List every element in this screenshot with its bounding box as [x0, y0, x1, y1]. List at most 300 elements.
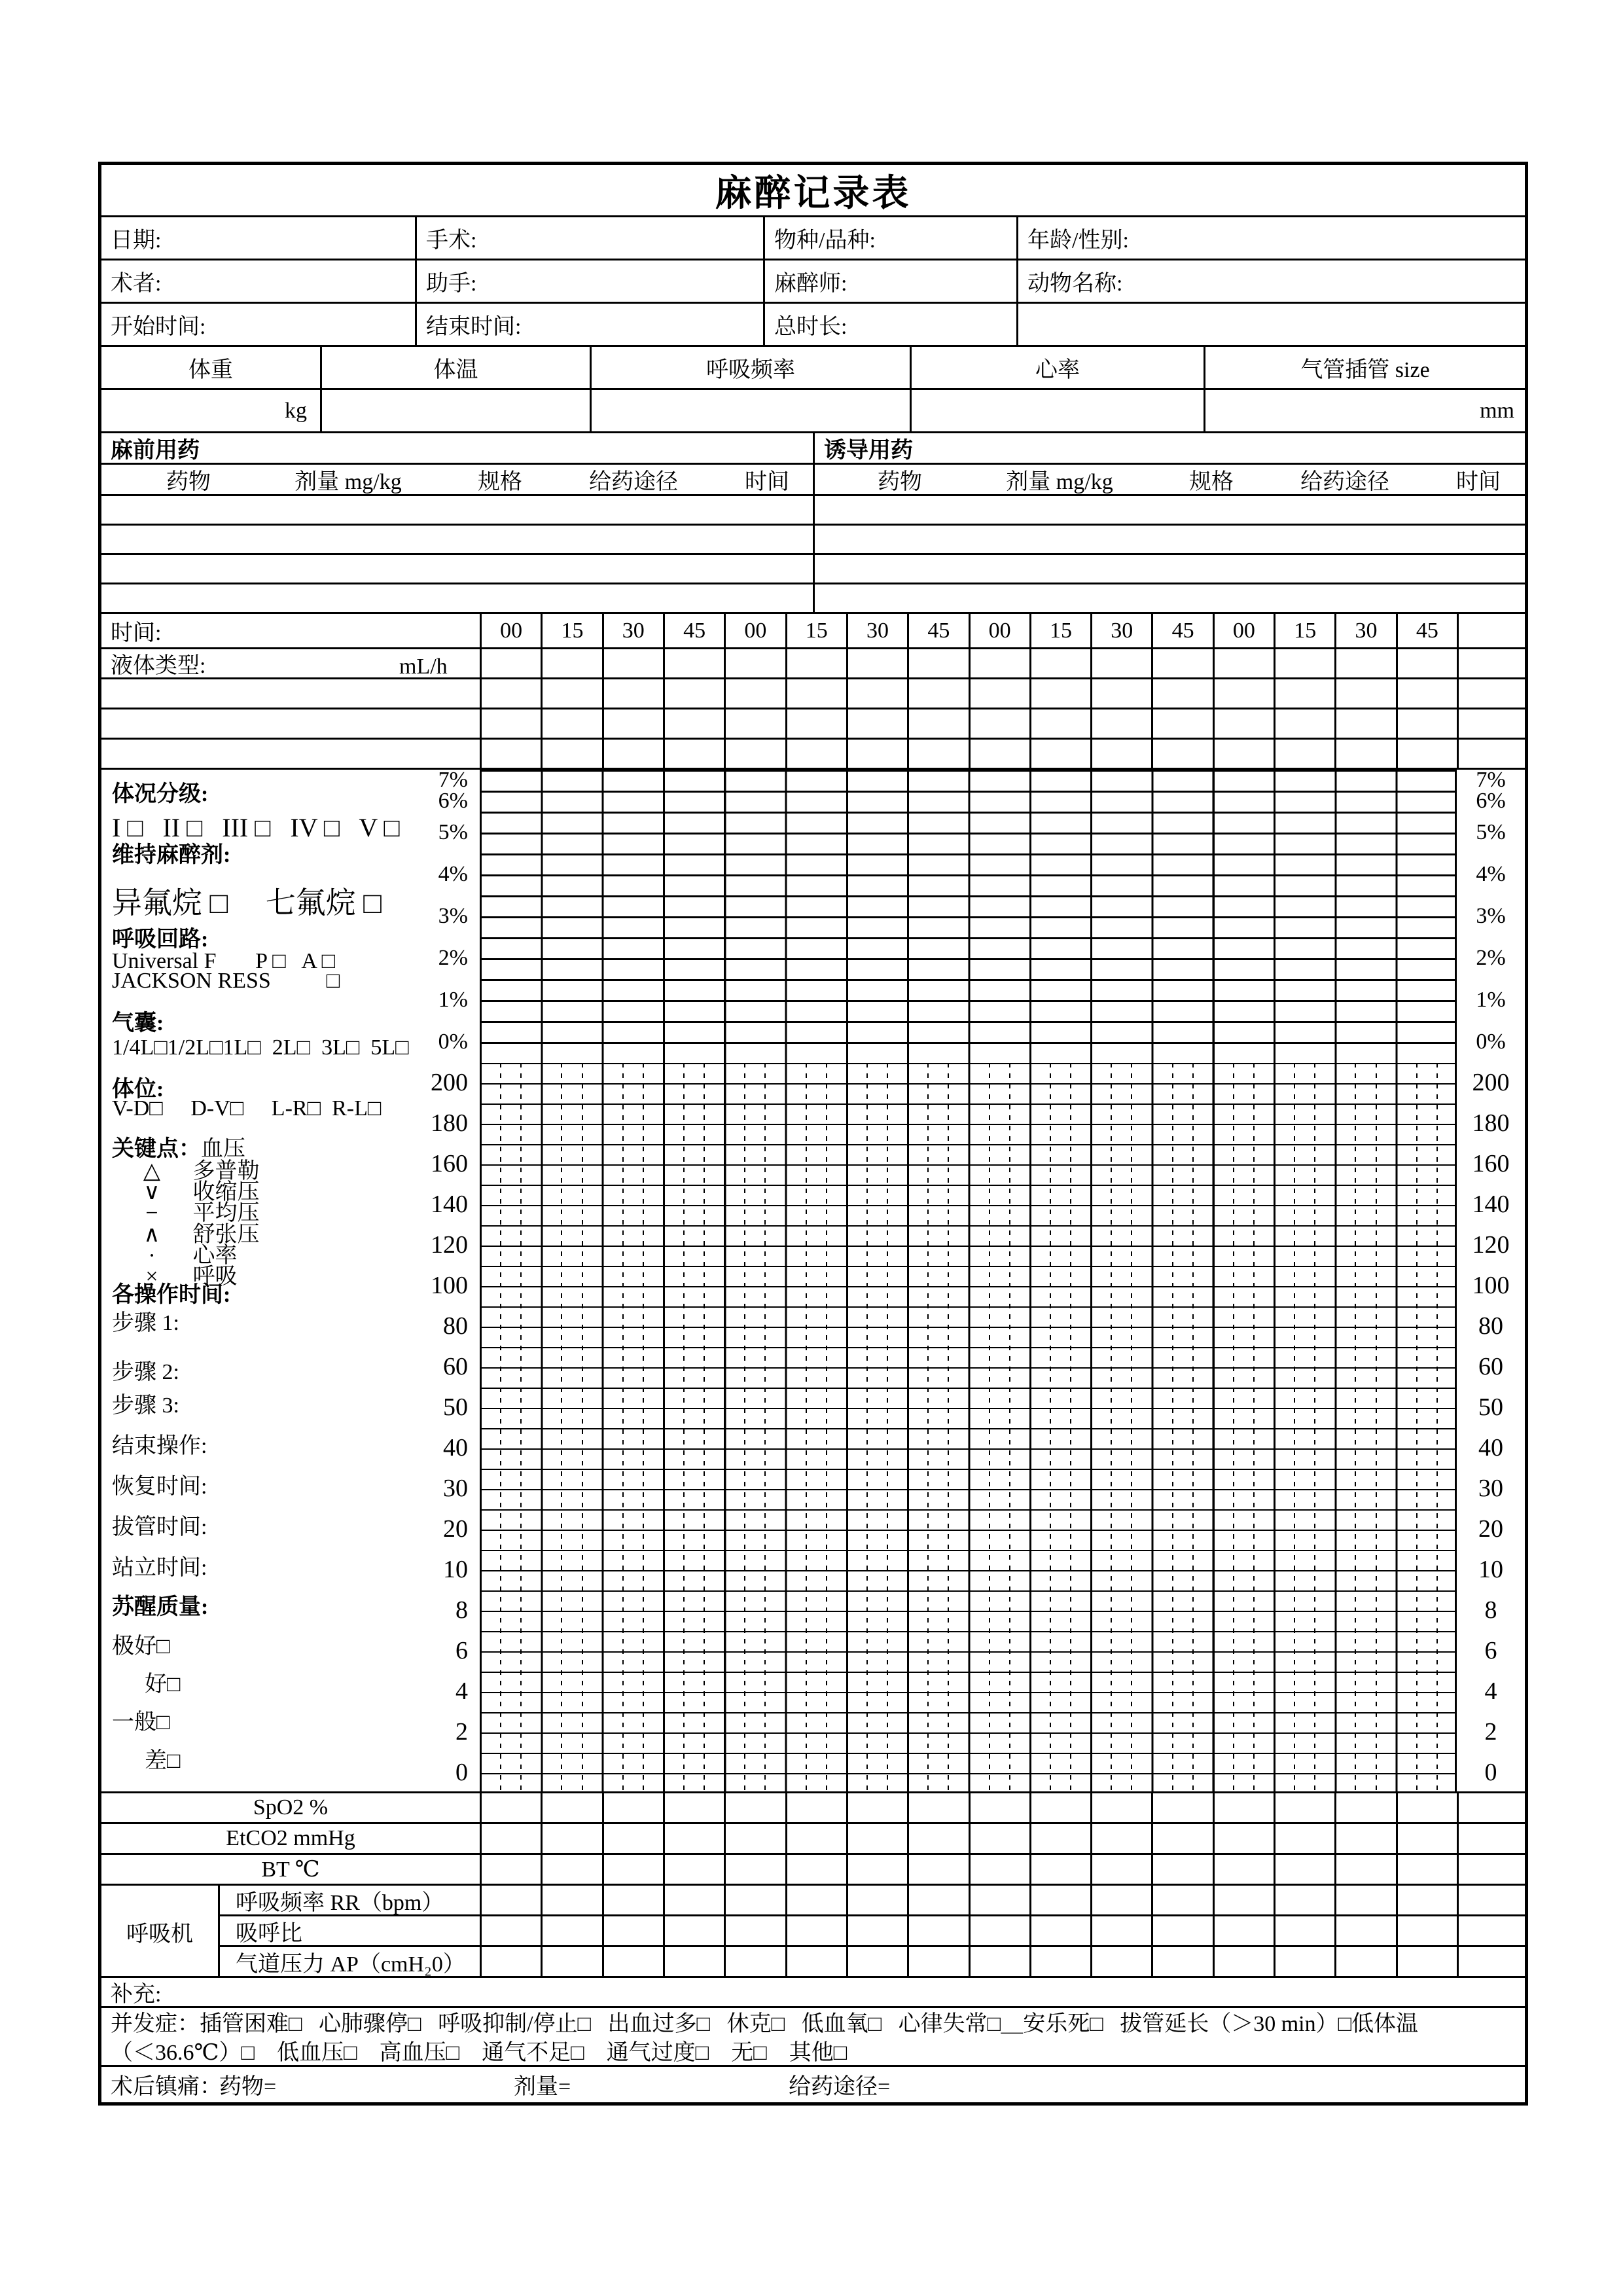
ventilator-rr-row-cell-14[interactable]	[1274, 1886, 1334, 1914]
fluid-extra-row-2-cell-7[interactable]	[846, 709, 907, 738]
analgesia-route-label[interactable]: 给药途径=	[789, 2075, 891, 2099]
fluid-extra-row-1-cell-9[interactable]	[969, 679, 1029, 708]
time-header-cell-15[interactable]: 30	[1334, 614, 1395, 647]
time-header-cell-12[interactable]: 45	[1151, 614, 1212, 647]
vital-grid-dashed-line	[643, 1063, 644, 1793]
vital-scale-left-40: 40	[443, 1434, 468, 1462]
etco2-row-cell-6[interactable]	[785, 1824, 846, 1853]
fluid-extra-row-3-cell-4[interactable]	[663, 740, 724, 768]
ventilator-rr-row-cell-6[interactable]	[785, 1886, 846, 1914]
time-row-label: 时间:	[111, 621, 162, 645]
spo2-row-cell-1[interactable]	[480, 1793, 541, 1822]
percent-scale-left-5%: 5%	[438, 820, 468, 844]
bt-row-cell-8[interactable]	[907, 1855, 968, 1884]
fluid-extra-row-1-cell-7[interactable]	[846, 679, 907, 708]
spo2-row-cell-7[interactable]	[846, 1793, 907, 1822]
time-header-cell-10[interactable]: 15	[1029, 614, 1090, 647]
bt-row-cell-5[interactable]	[724, 1855, 785, 1884]
ventilator-rr-row-cell-1[interactable]	[480, 1886, 541, 1914]
age-sex-field[interactable]: 年龄/性别:	[1016, 217, 1525, 259]
bt-row-cell-14[interactable]	[1274, 1855, 1334, 1884]
fluid-row-cell-1[interactable]	[480, 649, 541, 677]
vitals-header-row	[101, 347, 1525, 390]
percent-scale-right-2%: 2%	[1476, 946, 1506, 970]
bt-row-end-cell[interactable]	[1457, 1855, 1525, 1884]
fluid-row-end-cell[interactable]	[1457, 649, 1525, 677]
ventilator-ap-row-cell-8[interactable]	[907, 1947, 968, 1976]
ventilator-rr-row-cell-16[interactable]	[1396, 1886, 1457, 1914]
fluid-extra-row-2-cell-2[interactable]	[541, 709, 601, 738]
page-title: 麻醉记录表	[101, 165, 1525, 217]
legend-symbol: ∧	[143, 1223, 160, 1247]
spo2-row-label: SpO2 %	[253, 1795, 329, 1820]
legend-symbol-label: 多普勒	[176, 1159, 260, 1183]
ventilator-ie-row-cell-9[interactable]	[969, 1916, 1029, 1945]
ventilator-ap-row-cell-10[interactable]	[1029, 1947, 1090, 1976]
etco2-row-cell-3[interactable]	[602, 1824, 663, 1853]
ventilator-ie-row-cell-10[interactable]	[1029, 1916, 1090, 1945]
legend-symbol-row-2	[128, 1201, 260, 1225]
fluid-row-cell-10[interactable]	[1029, 649, 1090, 677]
percent-scale-left-1%: 1%	[438, 988, 468, 1012]
time-header	[101, 614, 1525, 649]
bt-row-cell-1[interactable]	[480, 1855, 541, 1884]
date-field[interactable]: 日期:	[111, 228, 162, 253]
fluid-row-cell-15[interactable]	[1334, 649, 1395, 677]
heart-rate-value-cell[interactable]	[910, 390, 1204, 431]
fluid-row-cell-4[interactable]	[663, 649, 724, 677]
ventilator-ap-row-cell-2[interactable]	[541, 1947, 601, 1976]
vital-grid-dashed-line	[806, 1063, 807, 1793]
ventilator-ie-row-cell-7[interactable]	[846, 1916, 907, 1945]
fluid-extra-row-3-cell-1[interactable]	[480, 740, 541, 768]
et-tube-unit[interactable]: mm	[1204, 390, 1514, 431]
ventilator-ie-row-cell-3[interactable]	[602, 1916, 663, 1945]
ventilator-ap-row-cell-1[interactable]	[480, 1947, 541, 1976]
ventilator-ap-row-end-cell[interactable]	[1457, 1947, 1525, 1976]
ventilator-ie-row-cell-15[interactable]	[1334, 1916, 1395, 1945]
percent-scale-left-4%: 4%	[438, 862, 468, 886]
fluid-extra-row-3-cell-3[interactable]	[602, 740, 663, 768]
percent-scale-left-6%: 6%	[438, 789, 468, 813]
ventilator-airway-pressure-label: 气道压力 AP（cmH₂0）	[236, 1952, 465, 1977]
fluid-extra-row-1-cell-10[interactable]	[1029, 679, 1090, 708]
end-time-field[interactable]: 结束时间:	[415, 304, 763, 345]
bt-row-cell-16[interactable]	[1396, 1855, 1457, 1884]
anesthetic-percent-grid[interactable]	[480, 770, 1457, 1063]
panel-item-top-8[interactable]: 1/4L□1/2L□1L□ 2L□ 3L□ 5L□	[112, 1035, 409, 1060]
analgesia-row[interactable]	[101, 2067, 1525, 2102]
panel-item-bottom-5[interactable]: 恢复时间:	[112, 1475, 207, 1499]
spo2-row-end-cell[interactable]	[1457, 1793, 1525, 1822]
panel-item-bottom-1[interactable]: 步骤 1:	[112, 1311, 179, 1335]
fluid-extra-row-1-cell-6[interactable]	[785, 679, 846, 708]
ventilator-rr-row-cell-2[interactable]	[541, 1886, 601, 1914]
percent-scale-right-6%: 6%	[1476, 789, 1506, 813]
ventilator-ie-row-cell-11[interactable]	[1090, 1916, 1151, 1945]
premed-col-spec: 规格	[478, 470, 522, 494]
fluid-extra-row-2-cell-9[interactable]	[969, 709, 1029, 738]
fluid-row-cell-13[interactable]	[1213, 649, 1274, 677]
analgesia-drug-label[interactable]: 药物=	[219, 2075, 277, 2099]
vital-grid-dashed-line	[1009, 1063, 1010, 1793]
fluid-extra-row-2-cell-10[interactable]	[1029, 709, 1090, 738]
vital-grid-dashed-line	[1314, 1063, 1315, 1793]
drug-section-header-row	[101, 433, 1525, 465]
ventilator-rr-row-cell-10[interactable]	[1029, 1886, 1090, 1914]
ventilator-ie-row-cell-13[interactable]	[1213, 1916, 1274, 1945]
fluid-type-label[interactable]: 液体类型:	[111, 654, 206, 678]
bt-row-cell-12[interactable]	[1151, 1855, 1212, 1884]
time-header-end-cell[interactable]	[1457, 614, 1525, 647]
etco2-row-cell-11[interactable]	[1090, 1824, 1151, 1853]
time-header-cell-9[interactable]: 00	[969, 614, 1029, 647]
ventilator-ap-row-cell-6[interactable]	[785, 1947, 846, 1976]
etco2-row-cell-14[interactable]	[1274, 1824, 1334, 1853]
panel-item-top-9: 体位:	[112, 1077, 164, 1102]
fluid-row-cell-12[interactable]	[1151, 649, 1212, 677]
etco2-row-cell-8[interactable]	[907, 1824, 968, 1853]
vital-grid-dashed-line	[1050, 1063, 1051, 1793]
ventilator-rr-row-end-cell[interactable]	[1457, 1886, 1525, 1914]
spo2-row-cell-8[interactable]	[907, 1793, 968, 1822]
ventilator-ap-row-cell-7[interactable]	[846, 1947, 907, 1976]
fluid-extra-row-2-cell-15[interactable]	[1334, 709, 1395, 738]
ventilator-rr-row-cell-3[interactable]	[602, 1886, 663, 1914]
fluid-extra-row-3-cell-14[interactable]	[1274, 740, 1334, 768]
fluid-extra-row-3-cell-7[interactable]	[846, 740, 907, 768]
fluid-row-cell-3[interactable]	[602, 649, 663, 677]
panel-item-bottom-6[interactable]: 拔管时间:	[112, 1515, 207, 1539]
complications-row[interactable]	[101, 2008, 1525, 2067]
fluid-extra-row-3-cell-16[interactable]	[1396, 740, 1457, 768]
fluid-extra-row-2-cell-8[interactable]	[907, 709, 968, 738]
panel-item-bottom-2[interactable]: 步骤 2:	[112, 1360, 179, 1384]
assistant-field[interactable]: 助手:	[415, 260, 763, 302]
vital-grid-dashed-line	[866, 1063, 868, 1793]
supplement-label: 补充:	[111, 1982, 162, 2007]
etco2-row-end-cell[interactable]	[1457, 1824, 1525, 1853]
ventilator-ie-row-cell-1[interactable]	[480, 1916, 541, 1945]
panel-item-top-0: 体况分级:	[112, 782, 209, 806]
fluid-extra-row-1-cell-11[interactable]	[1090, 679, 1151, 708]
time-header-cell-11[interactable]: 30	[1090, 614, 1151, 647]
fluid-extra-row-2-cell-16[interactable]	[1396, 709, 1457, 738]
fluid-extra-row-1-cell-14[interactable]	[1274, 679, 1334, 708]
ventilator-ie-row-cell-12[interactable]	[1151, 1916, 1212, 1945]
info-empty-cell[interactable]	[1016, 304, 1525, 345]
fluid-extra-row-3-cell-11[interactable]	[1090, 740, 1151, 768]
fluid-extra-row-2-cell-12[interactable]	[1151, 709, 1212, 738]
drug-entry-row-2[interactable]	[101, 526, 1525, 555]
panel-item-top-1[interactable]: I □ II □ III □ IV □ V □	[112, 813, 400, 842]
fluid-extra-row-1-cell-5[interactable]	[724, 679, 785, 708]
ventilator-ap-row-cell-9[interactable]	[969, 1947, 1029, 1976]
temperature-header: 体温	[320, 347, 590, 388]
vital-scale-left-120: 120	[431, 1231, 468, 1259]
fluid-extra-row-2-cell-13[interactable]	[1213, 709, 1274, 738]
fluid-extra-row-2-cell-4[interactable]	[663, 709, 724, 738]
time-header-cell-14[interactable]: 15	[1274, 614, 1334, 647]
weight-unit[interactable]: kg	[285, 398, 307, 423]
spo2-row-cell-3[interactable]	[602, 1793, 663, 1822]
etco2-row-cell-5[interactable]	[724, 1824, 785, 1853]
vital-scale-right-40: 40	[1478, 1434, 1503, 1462]
fluid-extra-row-1-cell-12[interactable]	[1151, 679, 1212, 708]
vital-scale-left-10: 10	[443, 1556, 468, 1583]
spo2-row-cell-10[interactable]	[1029, 1793, 1090, 1822]
fluid-row-cell-6[interactable]	[785, 649, 846, 677]
fluid-extra-row-1-cell-4[interactable]	[663, 679, 724, 708]
etco2-row-cell-13[interactable]	[1213, 1824, 1274, 1853]
induction-col-drug: 药物	[878, 470, 922, 494]
panel-item-bottom-12[interactable]: 差□	[145, 1749, 181, 1773]
percent-scale-left-2%: 2%	[438, 946, 468, 970]
percent-scale-left-7%: 7%	[438, 768, 468, 792]
fluid-extra-row-3-cell-5[interactable]	[724, 740, 785, 768]
ventilator-ap-row-cell-3[interactable]	[602, 1947, 663, 1976]
vital-grid-dashed-line	[1416, 1063, 1418, 1793]
time-header-cell-16[interactable]: 45	[1396, 614, 1457, 647]
drug-entry-row-1[interactable]	[101, 496, 1525, 526]
analgesia-label: 术后镇痛：	[111, 2075, 222, 2099]
fluid-extra-row-2-cell-5[interactable]	[724, 709, 785, 738]
panel-item-bottom-8[interactable]: 苏醒质量:	[112, 1595, 209, 1619]
ventilator-ie-ratio-label: 吸呼比	[236, 1921, 302, 1946]
spo2-row-cell-16[interactable]	[1396, 1793, 1457, 1822]
fluid-extra-row-2-cell-3[interactable]	[602, 709, 663, 738]
ventilator-rr-row-cell-11[interactable]	[1090, 1886, 1151, 1914]
fluid-row-cell-7[interactable]	[846, 649, 907, 677]
start-time-field[interactable]: 开始时间:	[111, 315, 206, 339]
bt-row-cell-6[interactable]	[785, 1855, 846, 1884]
panel-item-bottom-3[interactable]: 步骤 3:	[112, 1393, 179, 1418]
spo2-row-cell-12[interactable]	[1151, 1793, 1212, 1822]
fluid-extra-row-1-cell-2[interactable]	[541, 679, 601, 708]
time-header-cell-8[interactable]: 45	[907, 614, 968, 647]
ventilator-ie-row-cell-16[interactable]	[1396, 1916, 1457, 1945]
bt-row-cell-10[interactable]	[1029, 1855, 1090, 1884]
fluid-extra-row-1-cell-1[interactable]	[480, 679, 541, 708]
ventilator-ap-row-cell-16[interactable]	[1396, 1947, 1457, 1976]
bt-row-cell-9[interactable]	[969, 1855, 1029, 1884]
panel-item-top-5[interactable]: Universal F P □ A □	[112, 949, 336, 973]
fluid-extra-row-1-cell-3[interactable]	[602, 679, 663, 708]
total-duration-field[interactable]: 总时长:	[763, 304, 1016, 345]
panel-item-bottom-10[interactable]: 好□	[145, 1672, 181, 1696]
vital-scale-left-200: 200	[431, 1069, 468, 1096]
panel-item-top-3[interactable]: 异氟烷 □ 七氟烷 □	[112, 886, 382, 920]
fluid-extra-row-3-cell-8[interactable]	[907, 740, 968, 768]
etco2-row-cell-12[interactable]	[1151, 1824, 1212, 1853]
fluid-row-cell-5[interactable]	[724, 649, 785, 677]
fluid-extra-row-2-cell-11[interactable]	[1090, 709, 1151, 738]
induction-col-dose: 剂量 mg/kg	[1006, 470, 1113, 494]
bt-row-cell-3[interactable]	[602, 1855, 663, 1884]
etco2-row-cell-2[interactable]	[541, 1824, 601, 1853]
spo2-row-cell-5[interactable]	[724, 1793, 785, 1822]
spo2-row-cell-15[interactable]	[1334, 1793, 1395, 1822]
ventilator-group-label: 呼吸机	[101, 1886, 220, 1978]
ventilator-ap-row-cell-12[interactable]	[1151, 1947, 1212, 1976]
time-header-cell-5[interactable]: 00	[724, 614, 785, 647]
vital-grid-dashed-line	[704, 1063, 705, 1793]
fluid-extra-row-1-end-cell[interactable]	[1457, 679, 1525, 708]
fluid-row-cell-16[interactable]	[1396, 649, 1457, 677]
ventilator-rr-row-cell-4[interactable]	[663, 1886, 724, 1914]
surgery-field[interactable]: 手术:	[415, 217, 763, 259]
panel-item-bottom-7[interactable]: 站立时间:	[112, 1556, 207, 1580]
bt-row-cell-7[interactable]	[846, 1855, 907, 1884]
respiratory-rate-value-cell[interactable]	[590, 390, 910, 431]
etco2-row-cell-4[interactable]	[663, 1824, 724, 1853]
spo2-row-cell-4[interactable]	[663, 1793, 724, 1822]
vital-grid-dashed-line	[887, 1063, 888, 1793]
vital-grid-dashed-line	[948, 1063, 949, 1793]
ventilator-ap-row-cell-5[interactable]	[724, 1947, 785, 1976]
ventilator-ie-row-cell-2[interactable]	[541, 1916, 601, 1945]
ventilator-rr-row-cell-13[interactable]	[1213, 1886, 1274, 1914]
fluid-row-cell-14[interactable]	[1274, 649, 1334, 677]
vital-grid-dashed-line	[1355, 1063, 1356, 1793]
vital-scale-right-60: 60	[1478, 1353, 1503, 1380]
fluid-extra-row-2-cell-1[interactable]	[480, 709, 541, 738]
etco2-row-cell-1[interactable]	[480, 1824, 541, 1853]
drug-entry-row-divider	[813, 526, 815, 553]
bt-row-cell-2[interactable]	[541, 1855, 601, 1884]
vital-scale-right-10: 10	[1478, 1556, 1503, 1583]
ventilator-ap-row-cell-15[interactable]	[1334, 1947, 1395, 1976]
time-header-cell-6[interactable]: 15	[785, 614, 846, 647]
ventilator-rr-row	[101, 1886, 1525, 1916]
ventilator-rr-row-cell-9[interactable]	[969, 1886, 1029, 1914]
fluid-extra-row-3-cell-9[interactable]	[969, 740, 1029, 768]
ventilator-ie-row-cell-4[interactable]	[663, 1916, 724, 1945]
vital-scale-left-4: 4	[455, 1677, 468, 1705]
ventilator-ap-row-cell-13[interactable]	[1213, 1947, 1274, 1976]
panel-item-bottom-4[interactable]: 结束操作:	[112, 1434, 207, 1458]
ventilator-ap-row-cell-4[interactable]	[663, 1947, 724, 1976]
bt-row-cell-4[interactable]	[663, 1855, 724, 1884]
ventilator-ie-row	[101, 1916, 1525, 1947]
spo2-row-cell-11[interactable]	[1090, 1793, 1151, 1822]
panel-item-top-10[interactable]: V-D□ D-V□ L-R□ R-L□	[112, 1096, 382, 1121]
vital-grid-dashed-line	[1233, 1063, 1234, 1793]
fluid-row-cell-8[interactable]	[907, 649, 968, 677]
analgesia-dose-label[interactable]: 剂量=	[514, 2075, 571, 2099]
ventilator-ie-row-cell-5[interactable]	[724, 1916, 785, 1945]
bt-row-cell-15[interactable]	[1334, 1855, 1395, 1884]
spo2-row-cell-2[interactable]	[541, 1793, 601, 1822]
fluid-extra-row-1-cell-16[interactable]	[1396, 679, 1457, 708]
fluid-extra-row-1-cell-13[interactable]	[1213, 679, 1274, 708]
fluid-row-cell-9[interactable]	[969, 649, 1029, 677]
time-header-cell-1[interactable]: 00	[480, 614, 541, 647]
fluid-extra-row-2-end-cell[interactable]	[1457, 709, 1525, 738]
premedication-header: 麻前用药	[111, 439, 200, 463]
drug-entry-row-4[interactable]	[101, 584, 1525, 614]
ventilator-ap-row-cell-14[interactable]	[1274, 1947, 1334, 1976]
fluid-extra-row-1-cell-8[interactable]	[907, 679, 968, 708]
anesthetist-field[interactable]: 麻醉师:	[763, 260, 1016, 302]
panel-item-bottom-11[interactable]: 一般□	[112, 1710, 170, 1734]
ventilator-rr-row-cell-7[interactable]	[846, 1886, 907, 1914]
vital-signs-grid[interactable]	[480, 1063, 1457, 1793]
ventilator-rr-row-cell-5[interactable]	[724, 1886, 785, 1914]
fluid-extra-row-3-end-cell[interactable]	[1457, 740, 1525, 768]
fluid-extra-row-3-cell-2[interactable]	[541, 740, 601, 768]
fluid-extra-row-2-cell-14[interactable]	[1274, 709, 1334, 738]
panel-item-top-7: 气囊:	[112, 1011, 164, 1035]
fluid-extra-row-3-cell-6[interactable]	[785, 740, 846, 768]
spo2-row-cell-14[interactable]	[1274, 1793, 1334, 1822]
etco2-row-cell-16[interactable]	[1396, 1824, 1457, 1853]
bt-row	[101, 1855, 1525, 1886]
percent-scale-right-5%: 5%	[1476, 820, 1506, 844]
species-field[interactable]: 物种/品种:	[763, 217, 1016, 259]
spo2-row-cell-13[interactable]	[1213, 1793, 1274, 1822]
vital-scale-right-50: 50	[1478, 1393, 1503, 1421]
fluid-extra-row-3-cell-12[interactable]	[1151, 740, 1212, 768]
legend-symbol: ·	[148, 1244, 156, 1268]
surgeon-field[interactable]: 术者:	[111, 272, 162, 296]
time-header-cell-2[interactable]: 15	[541, 614, 601, 647]
fluid-extra-row-2-cell-6[interactable]	[785, 709, 846, 738]
fluid-extra-row-1-cell-15[interactable]	[1334, 679, 1395, 708]
fluid-extra-row-3-cell-15[interactable]	[1334, 740, 1395, 768]
animal-name-field[interactable]: 动物名称:	[1016, 260, 1525, 302]
time-header-cell-4[interactable]: 45	[663, 614, 724, 647]
spo2-row-cell-6[interactable]	[785, 1793, 846, 1822]
ventilator-ie-row-cell-8[interactable]	[907, 1916, 968, 1945]
info-row-1	[101, 217, 1525, 260]
panel-item-bottom-0[interactable]: 各操作时间:	[112, 1283, 231, 1307]
vitals-units-row	[101, 390, 1525, 433]
ventilator-rr-row-cell-15[interactable]	[1334, 1886, 1395, 1914]
ventilator-ap-row-cell-11[interactable]	[1090, 1947, 1151, 1976]
ventilator-ie-row-cell-6[interactable]	[785, 1916, 846, 1945]
fluid-unit-label: mL/h	[399, 655, 448, 679]
bt-row-cell-13[interactable]	[1213, 1855, 1274, 1884]
fluid-extra-row-3-cell-13[interactable]	[1213, 740, 1274, 768]
etco2-row-cell-15[interactable]	[1334, 1824, 1395, 1853]
drug-entry-row-3[interactable]	[101, 555, 1525, 584]
vital-scale-left-30: 30	[443, 1475, 468, 1502]
etco2-row-cell-7[interactable]	[846, 1824, 907, 1853]
ventilator-ie-row-end-cell[interactable]	[1457, 1916, 1525, 1945]
fluid-row-cell-11[interactable]	[1090, 649, 1151, 677]
panel-item-bottom-9[interactable]: 极好□	[112, 1634, 170, 1659]
ventilator-rr-row-cell-8[interactable]	[907, 1886, 968, 1914]
vital-grid-dashed-line	[500, 1063, 501, 1793]
ventilator-rr-row-cell-12[interactable]	[1151, 1886, 1212, 1914]
bt-row-cell-11[interactable]	[1090, 1855, 1151, 1884]
ventilator-ie-row-cell-14[interactable]	[1274, 1916, 1334, 1945]
etco2-row-cell-9[interactable]	[969, 1824, 1029, 1853]
fluid-row-cell-2[interactable]	[541, 649, 601, 677]
temperature-value-cell[interactable]	[320, 390, 590, 431]
time-header-cell-7[interactable]: 30	[846, 614, 907, 647]
time-header-cell-3[interactable]: 30	[602, 614, 663, 647]
panel-item-top-6[interactable]: JACKSON RESS □	[112, 969, 340, 993]
fluid-extra-row-3-cell-10[interactable]	[1029, 740, 1090, 768]
time-header-cell-13[interactable]: 00	[1213, 614, 1274, 647]
spo2-row-cell-9[interactable]	[969, 1793, 1029, 1822]
induction-col-time: 时间	[1456, 470, 1501, 494]
etco2-row-cell-10[interactable]	[1029, 1824, 1090, 1853]
percent-scale-right-7%: 7%	[1476, 768, 1506, 792]
supplement-row[interactable]	[101, 1978, 1525, 2008]
